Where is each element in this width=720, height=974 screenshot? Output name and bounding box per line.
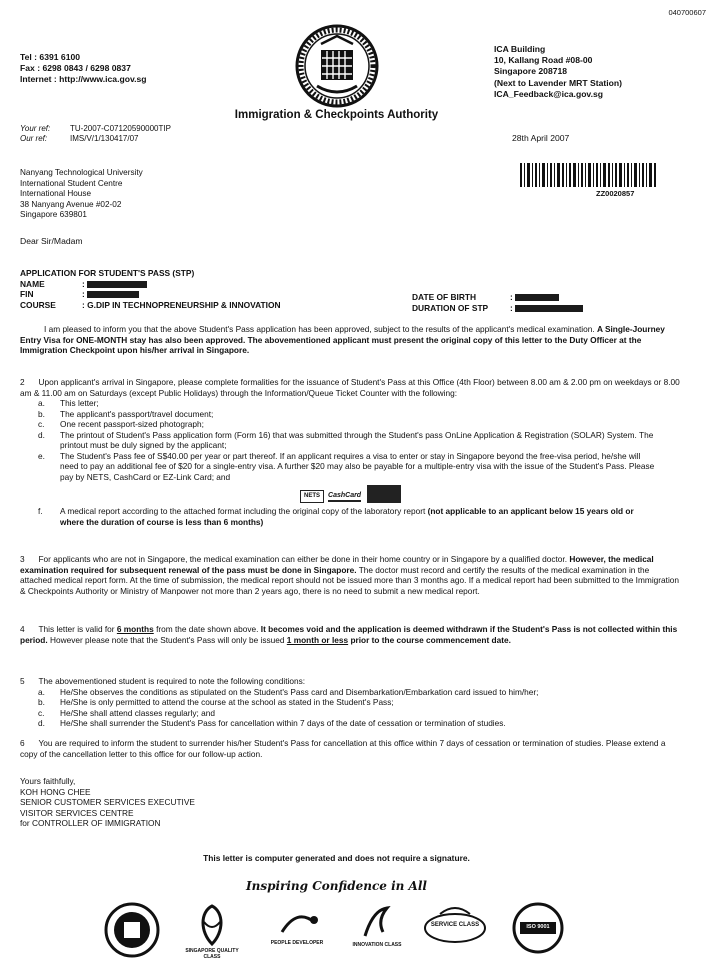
- list-text: He/She shall surrender the Student's Pass for cancellation within 7 days of the date of cessation or termination of studies.: [60, 718, 506, 729]
- para-number: 3: [20, 554, 25, 564]
- address-line: International House: [20, 189, 92, 198]
- signatory-name: KOH HONG CHEE: [20, 786, 91, 797]
- signatory-authority: for CONTROLLER OF IMMIGRATION: [20, 818, 161, 829]
- para4-bold3: prior to the course commencement date.: [350, 634, 511, 645]
- application-details: [20, 268, 281, 310]
- nets-logo: NETS: [300, 490, 324, 504]
- payment-logos: [300, 485, 680, 503]
- list-marker: f.: [38, 506, 43, 517]
- computer-generated-note: This letter is computer generated and does not require a signature.: [203, 853, 470, 863]
- para6-text: You are required to inform the student to surrender his/her Student's Pass for cancellation at this office within 7 days of cessation or termination of studies. Please extend a copy of the cancellation letter to this office for our follow-up action.: [20, 738, 666, 759]
- application-heading: APPLICATION FOR STUDENT'S PASS (STP): [20, 268, 195, 278]
- para2-intro: Upon applicant's arrival in Singapore, please complete formalities for the issuance of Student's Pass at this Office (4th Floor) between 8.00 am & 2.00 pm on weekdays or 8.00 am & 11.00 am on Saturdays (except Public Holidays) through the Information/Queue Ticket Counter with the following:: [20, 377, 680, 398]
- street: 10, Kallang Road #08-00: [494, 55, 593, 66]
- paragraph-4: [20, 624, 680, 645]
- ezlink-logo: [367, 485, 401, 503]
- website: Internet : http://www.ica.gov.sg: [20, 74, 147, 85]
- closing: Yours faithfully,: [20, 776, 76, 786]
- paragraph-3: [20, 554, 680, 596]
- list-text: He/She observes the conditions as stipulated on the Student's Pass card and Disembarkation/Embarkation card issued to him/her;: [60, 686, 539, 697]
- para-number: 5: [20, 676, 25, 686]
- para4-bold1: It becomes void and the application is deemed withdrawn if the Student's Pass is not collected within this period.: [20, 624, 678, 645]
- para3-text2: The doctor must record and certify the results of the medical examination in the attached medical report form. At the time of submission, the medical report should not be issued more than 3 months ago. If a medical report had been submitted to the Immigration & Checkpoints Authority or Ministry of Manpower not more than 2 years ago, there is no need to submit a new medical report.: [20, 564, 680, 596]
- validity-period: 6 months: [116, 624, 154, 634]
- ica-crest-logo: [287, 24, 387, 112]
- our-ref: IMS/V/1/130417/07: [70, 134, 139, 144]
- para1-bold: A Single-Journey Entry Visa for ONE-MONTH stay has also been approved. The abovementioned applicant must present the original copy of this letter to the Duty Officer at the Immigration Checkpoint upon his/her arrival in Singapore.: [20, 324, 665, 356]
- dob-label: DATE OF BIRTH: [412, 292, 477, 302]
- iso-label: ISO 9001: [526, 924, 550, 930]
- list-item: [38, 697, 658, 708]
- postal: Singapore 208718: [494, 66, 568, 77]
- para5-intro: The abovementioned student is required to note the following conditions:: [38, 676, 306, 686]
- building: ICA Building: [494, 44, 546, 54]
- paragraph-2: [20, 377, 680, 527]
- paragraph-5: [20, 676, 680, 729]
- paragraph-6: [20, 738, 680, 759]
- footer-logos: [102, 902, 572, 964]
- list-marker: e.: [38, 450, 45, 461]
- list-text: This letter;: [60, 398, 99, 409]
- paragraph-1: [20, 324, 680, 356]
- barcode: [520, 163, 656, 187]
- application-details-right: [412, 292, 583, 314]
- course-label: COURSE: [20, 299, 56, 310]
- list-item: [38, 687, 658, 698]
- list-item: [38, 419, 658, 430]
- list-item: [38, 430, 658, 451]
- contact-block-left: [20, 52, 147, 86]
- reference-block: [20, 124, 171, 145]
- colon: :: [82, 289, 85, 299]
- para3-bold: However, the medical examination required for subsequent renewal of the pass must be done in Singapore.: [20, 554, 654, 575]
- list-bold: (not applicable to an applicant below 15 years old or where the duration of course is less than 6 months): [60, 506, 634, 527]
- contact-block-right: [494, 44, 622, 100]
- sqc-icon: [182, 902, 242, 948]
- our-ref-label: Our ref:: [20, 134, 48, 144]
- sqc-label: SINGAPORE QUALITY CLASS: [185, 948, 239, 961]
- feedback-email: ICA_Feedback@ica.gov.sg: [494, 88, 603, 99]
- people-developer-icon: [262, 902, 332, 942]
- telephone: Tel : 6391 6100: [20, 52, 81, 62]
- barcode-number: ZZ0020857: [596, 189, 635, 198]
- motto: Inspiring Confidence in All: [246, 879, 427, 893]
- list-marker: b.: [38, 697, 45, 708]
- list-marker: c.: [38, 707, 45, 718]
- duration-label: DURATION OF STP: [412, 302, 489, 313]
- para4-text3: However please note that the Student's Pass will only be issued: [49, 634, 285, 645]
- list-text: A medical report according to the attached format including the original copy of the laboratory report: [60, 506, 426, 517]
- signatory-title: SENIOR CUSTOMER SERVICES EXECUTIVE: [20, 797, 195, 808]
- fax: Fax : 6298 0843 / 6298 0837: [20, 63, 131, 74]
- service-class-logo: [420, 902, 490, 958]
- landmark: (Next to Lavender MRT Station): [494, 77, 622, 88]
- redacted-fin: [87, 291, 139, 298]
- innovation-class-label: INNOVATION CLASS: [352, 942, 402, 948]
- list-text: The Student's Pass fee of S$40.00 per year or part thereof. If an applicant requires a visa to enter or stay in Singapore beyond the free-visa period, he/she will need to pay an additional fee of $20 for a single-entry visa. A further $20 may also be payable for a multiple-entry visa with the issue of the Student's Pass. Please pay by NETS, CashCard or EZ-Link Card; and: [60, 450, 655, 482]
- cashcard-logo: CashCard: [328, 492, 361, 503]
- redacted-dob: [515, 294, 559, 301]
- list-text: The printout of Student's Pass application form (Form 16) that was submitted through the Student's pass OnLine Application & Registration (SOLAR) System. The printout must be duly signed by the applicant;: [60, 429, 654, 451]
- para-number: 2: [20, 377, 25, 387]
- list-item: [38, 409, 658, 420]
- para3-text1: For applicants who are not in Singapore, the medical examination can either be done in their home country or in Singapore by a qualified doctor.: [38, 554, 568, 564]
- name-label: NAME: [20, 278, 45, 289]
- colon: :: [82, 299, 85, 310]
- colon: :: [510, 292, 513, 302]
- redacted-name: [87, 281, 147, 288]
- signature-block: [20, 776, 195, 829]
- list-marker: d.: [38, 718, 45, 729]
- service-class-label: SERVICE CLASS: [430, 922, 480, 928]
- organization-title: Immigration & Checkpoints Authority: [234, 109, 439, 121]
- list-marker: b.: [38, 408, 45, 419]
- letter-date: 28th April 2007: [512, 133, 570, 143]
- people-developer-logo: [262, 902, 332, 958]
- address-line: 38 Nanyang Avenue #02-02: [20, 199, 122, 209]
- address-line: Singapore 639801: [20, 210, 87, 219]
- colon: :: [82, 278, 85, 289]
- sqc-logo: [182, 902, 242, 961]
- list-item: [38, 708, 658, 719]
- address-line: Nanyang Technological University: [20, 168, 143, 177]
- address-line: International Student Centre: [20, 178, 123, 188]
- people-developer-label: PEOPLE DEVELOPER: [270, 940, 324, 946]
- para-number: 6: [20, 738, 25, 748]
- document-number: 040700607: [668, 8, 706, 17]
- fin-label: FIN: [20, 289, 34, 299]
- list-text: He/She shall attend classes regularly; and: [60, 707, 215, 718]
- para-number: 4: [20, 624, 25, 634]
- your-ref-label: Your ref:: [20, 124, 51, 133]
- list-text: He/She is only permitted to attend the course at the school as stated in the Student's Pass;: [60, 697, 394, 708]
- course-value: G.DIP IN TECHNOPRENEURSHIP & INNOVATION: [87, 299, 281, 310]
- para4-bold2: 1 month or less: [286, 634, 349, 645]
- salutation: Dear Sir/Madam: [20, 236, 83, 246]
- innovation-class-logo: [347, 902, 407, 958]
- your-ref: TU-2007-C07120590000TIP: [70, 124, 171, 133]
- list-text: One recent passport-sized photograph;: [60, 419, 204, 430]
- list-item: [38, 451, 658, 483]
- recipient-address: [20, 168, 143, 221]
- list-marker: a.: [38, 398, 45, 409]
- colon: :: [510, 302, 513, 313]
- list-text: The applicant's passport/travel document;: [60, 408, 214, 419]
- ministry-seal-icon: [102, 902, 162, 958]
- list-item: [38, 398, 658, 409]
- list-marker: d.: [38, 429, 45, 440]
- list-item: [38, 718, 658, 729]
- para1-text: I am pleased to inform you that the above Student's Pass application has been approved, subject to the results of the applicant's medical examination.: [44, 324, 595, 334]
- para4-text2: from the date shown above.: [156, 624, 259, 634]
- list-item: [38, 506, 658, 527]
- signatory-department: VISITOR SERVICES CENTRE: [20, 807, 134, 818]
- iso-logo: [512, 902, 564, 958]
- list-marker: c.: [38, 419, 45, 430]
- para4-text1: This letter is valid for: [38, 624, 115, 634]
- innovation-class-icon: [347, 902, 407, 942]
- redacted-duration: [515, 305, 583, 312]
- list-marker: a.: [38, 686, 45, 697]
